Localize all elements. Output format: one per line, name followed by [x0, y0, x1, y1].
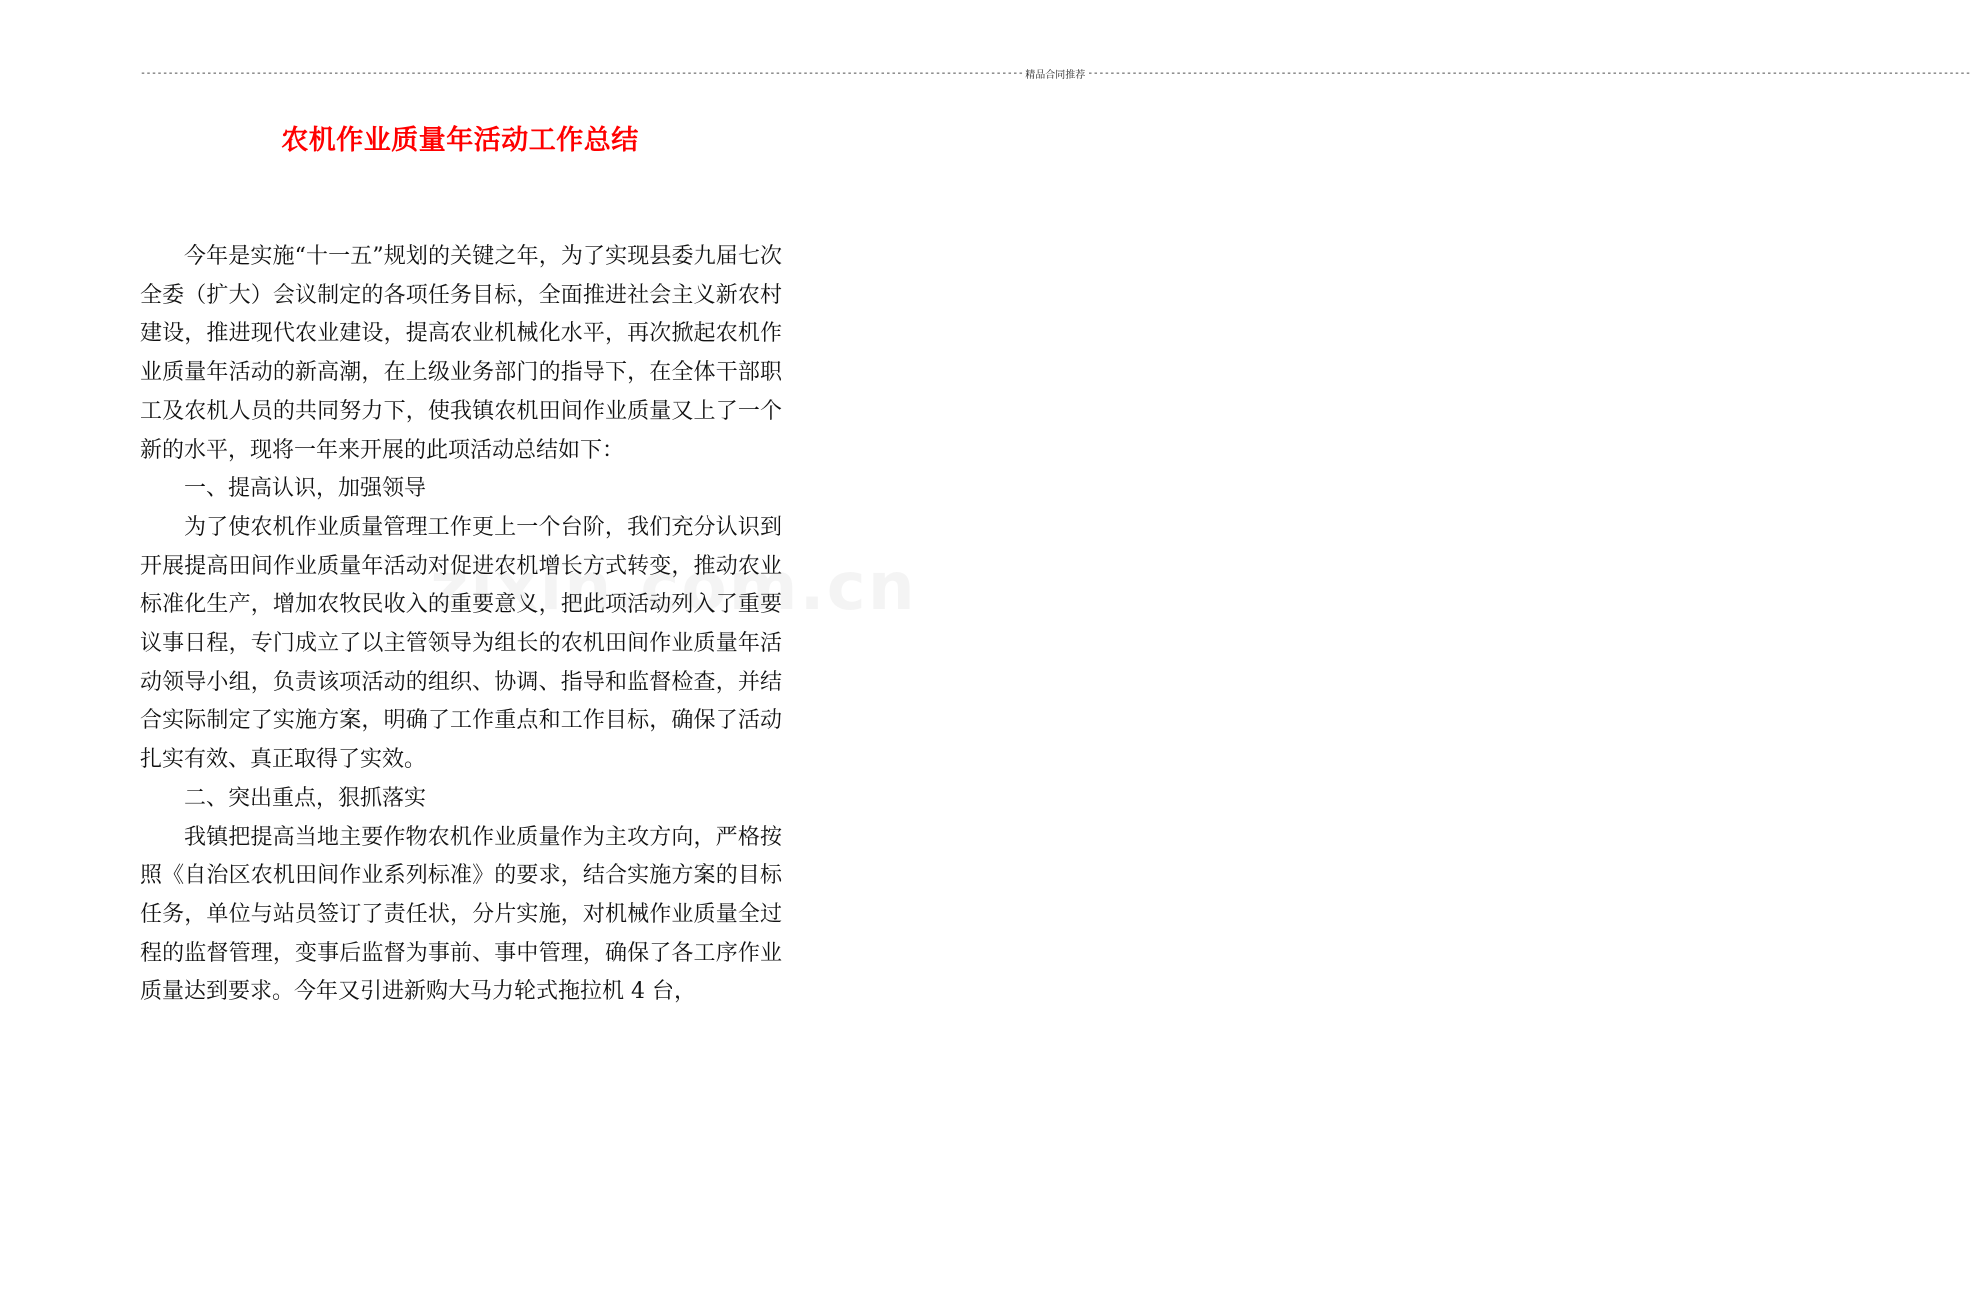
header-label: 精品合同推荐	[1025, 70, 1086, 81]
header-rule	[140, 66, 1971, 81]
paragraph-section-2: 我镇把提高当地主要作物农机作业质量作为主攻方向，严格按照《自治区农机田间作业系列标准》的要求，结合实施方案的目标任务，单位与站员签订了责任状，分片实施，对机械作业质量全过程的监督管理，变事后监督为事前、事中管理，确保了各工序作业质量达到要求。今年又引进新购大马力轮式拖拉机 4 台，	[140, 824, 782, 1005]
paragraph-intro: 今年是实施“十一五”规划的关键之年，为了实现县委九届七次全委（扩大）会议制定的各项任务目标，全面推进社会主义新农村建设，推进现代农业建设，提高农业机械化水平，再次掀起农机作业质量年活动的新高潮，在上级业务部门的指导下，在全体干部职工及农机人员的共同努力下，使我镇农机田间作业质量又上了一个新的水平，现将一年来开展的此项活动总结如下：	[140, 244, 782, 463]
header-dash-right: ----------------------------------------------------------------------------------------------------------------------------------------------------------------	[1087, 68, 1971, 79]
section-heading-2: 二、突出重点，狠抓落实	[184, 785, 427, 811]
paragraph-section-1: 为了使农机作业质量管理工作更上一个台阶，我们充分认识到开展提高田间作业质量年活动对促进农机增长方式转变，推动农业标准化生产，增加农牧民收入的重要意义，把此项活动列入了重要议事日程，专门成立了以主管领导为组长的农机田间作业质量年活动领导小组，负责该项活动的组织、协调、指导和监督检查，并结合实际制定了实施方案，明确了工作重点和工作目标，确保了活动扎实有效、真正取得了实效。	[140, 514, 782, 773]
document-body	[140, 238, 782, 1012]
section-heading-1: 一、提高认识，加强领导	[184, 476, 427, 502]
document-title: 农机作业质量年活动工作总结	[281, 125, 639, 156]
header-dash-left: ----------------------------------------------------------------------------------------------------------------------------------------------------------------	[140, 68, 1024, 79]
